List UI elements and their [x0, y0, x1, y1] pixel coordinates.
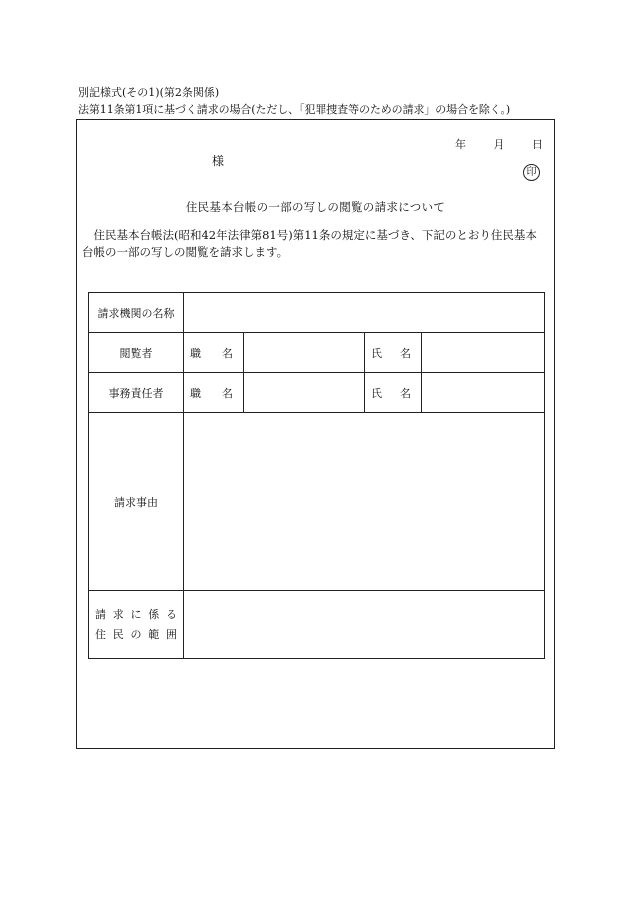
- date-year-label: 年: [455, 138, 466, 151]
- name-char-2: 名: [400, 346, 411, 360]
- manager-position-field[interactable]: [244, 373, 365, 413]
- scope-label-line-1: [95, 605, 177, 625]
- scope-label: [89, 591, 184, 659]
- scope-char: に: [130, 607, 142, 621]
- request-statement: 住民基本台帳法(昭和42年法律第81号)第11条の規定に基づき、下記のとおり住民基本 台帳の一部の写しの閲覧を請求します。: [82, 228, 537, 259]
- scope-char: る: [166, 607, 177, 621]
- viewer-position-label: [184, 333, 244, 373]
- name-char-1: 氏: [371, 346, 382, 360]
- scope-char: 住: [95, 627, 106, 641]
- date-day-label: 日: [532, 138, 543, 151]
- manager-position-label: [184, 373, 244, 413]
- table-row-reason: [89, 413, 545, 591]
- scope-label-line-2: [95, 625, 177, 645]
- document-title: 住民基本台帳の一部の写しの閲覧の請求について: [185, 200, 446, 214]
- date-line: [455, 136, 543, 152]
- form-scope-label: 法第11条第1項に基づく請求の場合(ただし、「犯罪捜査等のための請求」の場合を除く。): [78, 103, 511, 116]
- table-row-agency: [89, 293, 545, 333]
- request-table: [88, 292, 545, 659]
- manager-name-field[interactable]: [422, 373, 545, 413]
- date-month-label: 月: [493, 138, 505, 151]
- seal-mark: 印: [523, 164, 540, 181]
- scope-char: 範: [148, 627, 160, 641]
- manager-label: 事務責任者: [89, 373, 184, 413]
- table-row-manager: [89, 373, 545, 413]
- name-char-2: 名: [400, 386, 411, 400]
- reason-field[interactable]: [184, 413, 545, 591]
- viewer-name-label: [365, 333, 422, 373]
- viewer-label: 閲覧者: [89, 333, 184, 373]
- agency-name-label: 請求機関の名称: [89, 293, 184, 333]
- scope-char: 囲: [166, 627, 177, 641]
- table-row-viewer: [89, 333, 545, 373]
- scope-char: 民: [112, 627, 124, 641]
- table-row-scope: [89, 591, 545, 659]
- scope-char: の: [130, 627, 142, 641]
- viewer-name-field[interactable]: [422, 333, 545, 373]
- form-type-label: 別記様式(その1)(第2条関係): [78, 86, 220, 99]
- position-char-2: 名: [222, 386, 233, 400]
- addressee-honorific: 様: [212, 154, 225, 168]
- position-char-1: 職: [190, 346, 201, 360]
- scope-field[interactable]: [184, 591, 545, 659]
- agency-name-field[interactable]: [184, 293, 545, 333]
- scope-char: 請: [95, 607, 106, 621]
- position-char-1: 職: [190, 386, 201, 400]
- viewer-position-field[interactable]: [244, 333, 365, 373]
- scope-char: 求: [112, 607, 124, 621]
- reason-label: 請求事由: [89, 413, 184, 591]
- name-char-1: 氏: [371, 386, 382, 400]
- manager-name-label: [365, 373, 422, 413]
- scope-char: 係: [148, 607, 160, 621]
- position-char-2: 名: [222, 346, 233, 360]
